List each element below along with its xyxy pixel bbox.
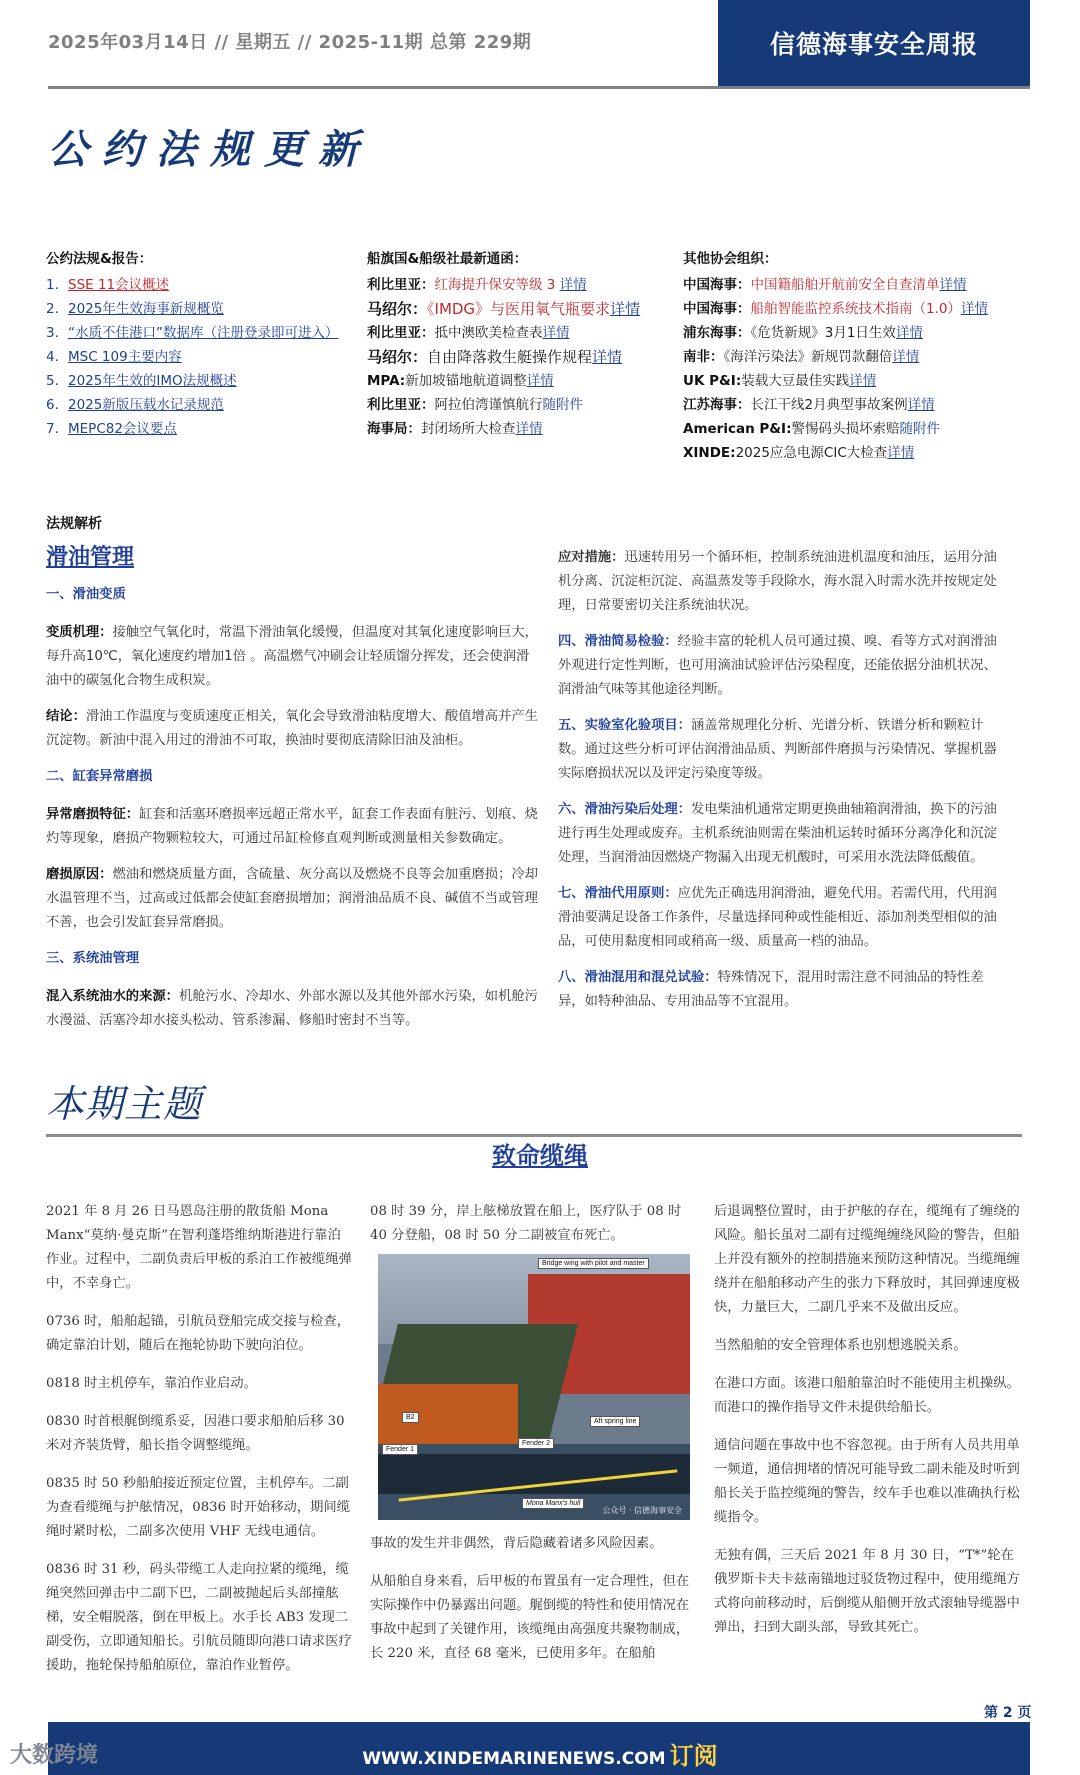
article-paragraph: 0836 时 31 秒，码头带缆工人走向拉紧的缆绳，缆绳突然回弹击中二副下巴，二副被抛起后头部撞舷梯，安全帽脱落，倒在甲板上。水手长 AB3 发现二副受伤，立即通知船长。引航员随即向港口请求医疗援助，拖轮保持船舶原位，靠泊作业暂停。 <box>46 1562 352 1673</box>
analysis-heading: 法规解析 <box>46 516 102 532</box>
item-number: 4. <box>46 349 59 365</box>
article-paragraph: 在港口方面。该港口船舶靠泊时不能使用主机操纵。而港口的操作指导文件未提供给船长。 <box>714 1376 1020 1415</box>
notice-text: 中国籍船舶开航前安全自查清单 <box>750 277 940 293</box>
article-paragraph: 2021 年 8 月 26 日马恩岛注册的散货船 Mona Manx“莫纳·曼克斯”在智利蓬塔维纳斯港进行靠泊作业。过程中，二副负责后甲板的系泊工作被缆绳弹中，不幸身亡。 <box>46 1204 352 1291</box>
subscribe-link[interactable]: 订阅 <box>669 1742 718 1770</box>
notice-row <box>683 393 1028 417</box>
issue-date-line: 2025年03月14日 // 星期五 // 2025-11期 总第 229期 <box>48 32 532 53</box>
item-link[interactable]: 2025年生效的IMO法规概述 <box>68 373 237 389</box>
subsection-heading: 三、系统油管理 <box>46 951 140 966</box>
analysis-paragraph <box>46 803 540 851</box>
incident-photo <box>378 1254 690 1520</box>
paragraph-label: 七、滑油代用原则： <box>558 886 678 901</box>
detail-link[interactable]: 详情 <box>887 445 915 461</box>
notice-text: 封闭场所大检查 <box>421 421 516 437</box>
paragraph-text: 经验丰富的轮机人员可通过摸、嗅、看等方式对润滑油外观进行定性判断，也可用滴油试验评估污染程度，还能依据分油机状况、润滑油气味等其他途径判断。 <box>558 634 997 697</box>
detail-link[interactable]: 详情 <box>895 325 923 341</box>
item-number: 3. <box>46 325 59 341</box>
paragraph-label: 五、实验室化验项目： <box>558 718 691 733</box>
paragraph-text: 迅速转用另一个循环柜，控制系统油进机温度和油压，运用分油机分离、沉淀柜沉淀、高温蒸发等手段除水，海水混入时需水洗并按规定处理，日常要密切关注系统油状况。 <box>558 550 997 613</box>
notice-source: 南非： <box>683 349 724 365</box>
notice-text: 新加坡锚地航道调整 <box>405 373 527 389</box>
article-paragraph: 后退调整位置时，由于护舷的存在，缆绳有了缠绕的风险。船长虽对二副有过缆绳缠绕风险的警告，但船上并没有额外的控制措施来预防这种情况。当缆绳缠绕并在船舶移动产生的张力下释放时，其回弹速度极快，力量巨大，二副几乎来不及做出反应。 <box>714 1204 1020 1315</box>
report-item[interactable] <box>46 417 366 441</box>
analysis-paragraph <box>46 863 540 935</box>
photo-label: Bridge wing with pilot and master <box>538 1258 649 1269</box>
notice-row <box>367 393 667 417</box>
notice-source: 中国海事： <box>683 301 751 317</box>
article-paragraph: 事故的发生并非偶然，背后隐藏着诸多风险因素。 <box>370 1536 663 1551</box>
photo-label: Aft spring line <box>590 1416 640 1427</box>
notice-source: 马绍尔： <box>367 300 428 318</box>
notice-row <box>683 417 1028 441</box>
paragraph-label: 异常磨损特征： <box>46 807 140 822</box>
article-title[interactable]: 致命缆绳 <box>492 1142 588 1170</box>
paragraph-text: 接触空气氧化时，常温下滑油氧化缓慢，但温度对其氧化速度影响巨大，每升高10℃，氧化速度约增加1倍 。高温燃气冲刷会让轻质馏分挥发，还会使润滑油中的碳氢化合物生成积炭。 <box>46 625 538 688</box>
article-column-2-bottom <box>370 1532 692 1680</box>
detail-link[interactable]: 详情 <box>526 373 554 389</box>
notice-row <box>367 345 667 369</box>
notice-source: American P&I: <box>683 421 792 437</box>
page-number: 第 2 页 <box>984 1705 1032 1721</box>
flag-state-column <box>367 247 667 441</box>
analysis-left-column <box>46 583 540 1045</box>
notice-text: 抵中澳欧美检查表 <box>434 325 543 341</box>
paragraph-label: 混入系统油水的来源： <box>46 989 179 1004</box>
footer-link <box>0 1736 1080 1771</box>
analysis-paragraph <box>46 621 540 693</box>
notice-row <box>683 441 1028 465</box>
paragraph-text: 滑油工作温度与变质速度正相关，氧化会导致滑油粘度增大、酸值增高并产生沉淀物。新油中混入用过的滑油不可取，换油时要彻底清除旧油及油柜。 <box>46 709 538 748</box>
notice-source: XINDE: <box>683 445 736 461</box>
photo-label: Mona Manx's hull <box>522 1498 584 1509</box>
article-paragraph: 通信问题在事故中也不容忽视。由于所有人员共用单一频道，通信拥堵的情况可能导致二副未能及时听到船长关于监控缆绳的警告，绞车手也难以准确执行松缆指令。 <box>714 1438 1020 1525</box>
column-heading: 公约法规&报告： <box>46 251 153 267</box>
notice-source: UK P&I: <box>683 373 742 389</box>
analysis-paragraph <box>558 966 1010 1014</box>
column-heading: 船旗国&船级社最新通函： <box>367 251 528 267</box>
notice-text: 《危货新规》3月1日生效 <box>750 325 896 341</box>
detail-link[interactable]: 随附件 <box>542 397 583 413</box>
notice-row <box>367 369 667 393</box>
notice-row <box>683 273 1028 297</box>
analysis-paragraph <box>558 798 1010 870</box>
report-item[interactable] <box>46 321 366 345</box>
website-link[interactable]: WWW.XINDEMARINENEWS.COM <box>362 1749 666 1769</box>
article-paragraph: 当然船舶的安全管理体系也别想逃脱关系。 <box>714 1338 967 1353</box>
watermark-logo: 大数跨境 <box>10 1743 99 1768</box>
item-link[interactable]: SSE 11会议概述 <box>68 277 170 293</box>
photo-watermark: 公众号 · 信德海事安全 <box>602 1506 682 1515</box>
item-link[interactable]: “水质不佳港口”数据库（注册登录即可进入） <box>68 325 339 341</box>
notice-text: 长江干线2月典型事故案例 <box>750 397 908 413</box>
item-link[interactable]: 2025新版压载水记录规范 <box>68 397 224 413</box>
notice-row <box>367 321 667 345</box>
notice-source: 海事局： <box>367 421 421 437</box>
header-divider <box>48 86 1030 89</box>
detail-link[interactable]: 详情 <box>515 421 543 437</box>
analysis-paragraph <box>558 882 1010 954</box>
item-link[interactable]: MSC 109主要内容 <box>68 349 182 365</box>
associations-column <box>683 247 1028 465</box>
brand-banner: 信德海事安全周报 <box>718 0 1030 86</box>
notice-source: 利比里亚： <box>367 397 435 413</box>
item-link[interactable]: 2025年生效海事新规概览 <box>68 301 224 317</box>
analysis-paragraph <box>558 714 1010 786</box>
notice-source: 利比里亚： <box>367 277 435 293</box>
article-paragraph: 从船舶自身来看，后甲板的布置虽有一定合理性，但在实际操作中仍暴露出问题。艉倒缆的特性和使用情况在事故中起到了关键作用，该缆绳由高强度共聚物制成，长 220 米，直径 68 毫米，已使用多年。在船舶 <box>370 1574 690 1661</box>
detail-link[interactable]: 详情 <box>939 277 967 293</box>
notice-text: 《海洋污染法》新规罚款翻倍 <box>723 349 893 365</box>
detail-link[interactable]: 详情 <box>892 349 920 365</box>
paragraph-label: 应对措施： <box>558 550 625 565</box>
paragraph-text: 涵盖常规理化分析、光谱分析、铁谱分析和颗粒计数。通过这些分析可评估润滑油品质、判断部件磨损与污染情况、掌握机器实际磨损状况以及评定污染度等级。 <box>558 718 997 781</box>
section-title: 公约法规更新 <box>48 126 372 173</box>
report-item[interactable] <box>46 273 366 297</box>
report-item[interactable] <box>46 297 366 321</box>
article-column-3 <box>714 1200 1022 1654</box>
article-paragraph: 08 时 39 分，岸上舷梯放置在船上，医疗队于 08 时 40 分登船，08 时 50 分二副被宣布死亡。 <box>370 1204 682 1243</box>
report-item[interactable] <box>46 369 366 393</box>
subsection-heading: 二、缸套异常磨损 <box>46 769 153 784</box>
article-paragraph: 0736 时，船舶起锚，引航员登船完成交接与检查，确定靠泊计划，随后在拖轮协助下驶向泊位。 <box>46 1314 351 1353</box>
notice-row <box>683 321 1028 345</box>
article-paragraph: 0830 时首根艉倒缆系妥，因港口要求船舶后移 30 米对齐装货臂，船长指令调整缆绳。 <box>46 1414 345 1453</box>
item-link[interactable]: MEPC82会议要点 <box>68 421 177 437</box>
convention-reports-column <box>46 247 366 441</box>
notice-row <box>367 297 667 321</box>
analysis-paragraph <box>46 985 540 1033</box>
notice-row <box>367 417 667 441</box>
photo-label: Fender 1 <box>382 1444 418 1455</box>
notice-text: 《IMDG》与医用氧气瓶要求 <box>427 300 611 318</box>
notice-text: 阿拉伯湾谨慎航行 <box>434 397 543 413</box>
notice-source: 中国海事： <box>683 277 751 293</box>
paragraph-label: 八、滑油混用和混兑试验： <box>558 970 718 985</box>
notice-source: 利比里亚： <box>367 325 435 341</box>
photo-label: Fender 2 <box>518 1438 554 1449</box>
paragraph-text: 应优先正确选用润滑油，避免代用。若需代用，代用润滑油要满足设备工作条件，尽量选择同种或性能相近、添加剂类型相似的油品，可使用黏度相同或稍高一级、质量高一档的油品。 <box>558 886 997 949</box>
article-column-1 <box>46 1200 352 1692</box>
analysis-right-column <box>558 546 1010 1026</box>
article-paragraph: 无独有偶，三天后 2021 年 8 月 30 日，“T*”轮在俄罗斯卡夫卡兹南锚地过驳货物过程中，使用缆绳方式将向前移动时，后倒缆从船侧开放式滚轴导缆器中弹出，扫到大副头部，导致其死亡。 <box>714 1548 1020 1635</box>
paragraph-label: 变质机理： <box>46 625 113 640</box>
article-column-2-top <box>370 1200 692 1262</box>
item-number: 2. <box>46 301 59 317</box>
notice-text: 自由降落救生艇操作规程 <box>427 348 593 366</box>
report-item[interactable] <box>46 393 366 417</box>
detail-link[interactable]: 详情 <box>559 277 587 293</box>
notice-source: 浦东海事： <box>683 325 751 341</box>
notice-source: 马绍尔： <box>367 348 428 366</box>
notice-text: 警惕码头损坏索赔 <box>791 421 900 437</box>
article-paragraph: 0835 时 50 秒船舶接近预定位置，主机停车。二副为查看缆绳与护舷情况，0836 时开始移动，期间缆绳时紧时松，二副多次使用 VHF 无线电通信。 <box>46 1476 351 1539</box>
detail-link[interactable]: 详情 <box>542 325 570 341</box>
item-number: 7. <box>46 421 59 437</box>
detail-link[interactable]: 详情 <box>610 300 641 318</box>
paragraph-label: 四、滑油简易检验： <box>558 634 678 649</box>
report-item[interactable] <box>46 345 366 369</box>
item-number: 5. <box>46 373 59 389</box>
detail-link[interactable]: 详情 <box>907 397 935 413</box>
analysis-paragraph <box>558 630 1010 702</box>
article-paragraph: 0818 时主机停车，靠泊作业启动。 <box>46 1376 257 1391</box>
paragraph-text: 发电柴油机通常定期更换曲轴箱润滑油，换下的污油进行再生处理或废弃。主机系统油则需在柴油机运转时循环分离净化和沉淀处理，当润滑油因燃烧产物漏入出现无机酸时，可采用水洗法降低酸值。 <box>558 802 997 865</box>
detail-link[interactable]: 详情 <box>960 301 988 317</box>
detail-link[interactable]: 详情 <box>849 373 877 389</box>
notice-source: 江苏海事： <box>683 397 751 413</box>
notice-row <box>683 297 1028 321</box>
detail-link[interactable]: 详情 <box>592 348 623 366</box>
subsection-heading: 一、滑油变质 <box>46 587 126 602</box>
notice-text: 2025应急电源CIC大检查 <box>735 445 888 461</box>
notice-text: 装载大豆最佳实践 <box>741 373 850 389</box>
report-list <box>46 273 366 441</box>
topic-link[interactable]: 滑油管理 <box>46 545 135 570</box>
photo-label: B2 <box>402 1412 419 1423</box>
paragraph-label: 结论： <box>46 709 86 724</box>
item-number: 6. <box>46 397 59 413</box>
paragraph-text: 燃油和燃烧质量方面，含硫量、灰分高以及燃烧不良等会加重磨损；冷却水温管理不当，过高或过低都会使缸套磨损增加；润滑油品质不良、碱值不当或管理不善，也会引发缸套异常磨损。 <box>46 867 538 930</box>
detail-link[interactable]: 随附件 <box>899 421 940 437</box>
item-number: 1. <box>46 277 59 293</box>
analysis-paragraph <box>46 705 540 753</box>
column-heading: 其他协会组织： <box>683 251 778 267</box>
analysis-paragraph <box>558 546 1010 618</box>
notice-text: 红海提升保安等级 3 <box>434 277 560 293</box>
notice-row <box>367 273 667 297</box>
paragraph-label: 六、滑油污染后处理： <box>558 802 691 817</box>
paragraph-text: 缸套和活塞环磨损率远超正常水平，缸套工作表面有脏污、划痕、烧灼等现象，磨损产物颗粒较大，可通过吊缸检修直观判断或测量相关参数确定。 <box>46 807 538 846</box>
paragraph-text: 特殊情况下，混用时需注意不同油品的特性差异，如特种油品、专用油品等不宜混用。 <box>558 970 984 1009</box>
notice-source: MPA: <box>367 373 406 389</box>
notice-row <box>683 345 1028 369</box>
notice-row <box>683 369 1028 393</box>
theme-section-title: 本期主题 <box>46 1082 203 1126</box>
paragraph-text: 机舱污水、冷却水、外部水源以及其他外部水污染，如机舱污水漫溢、活塞冷却水接头松动、管系渗漏、修船时密封不当等。 <box>46 989 538 1028</box>
notice-text: 船舶智能监控系统技术指南（1.0） <box>750 301 961 317</box>
paragraph-label: 磨损原因： <box>46 867 113 882</box>
